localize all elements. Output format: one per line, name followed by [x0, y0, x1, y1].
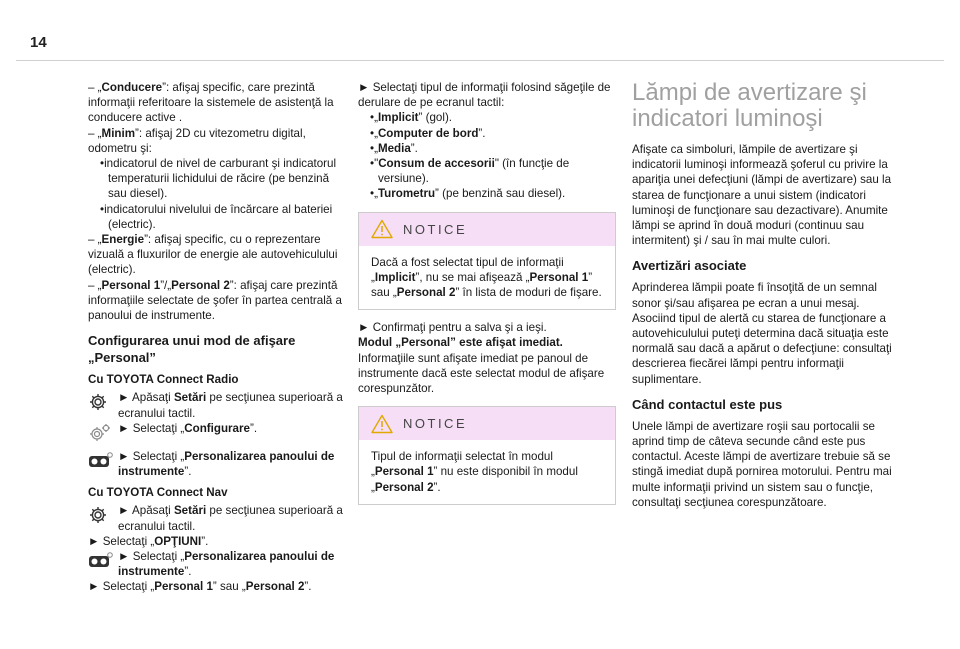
paragraph-energie: – „Energie”: afişaj specific, cu o reprezentare vizuală a fluxurilor de energie ale autovehiculului (electric).	[88, 233, 338, 277]
mode-displayed-heading: Modul „Personal” este afişat imediat.	[358, 336, 563, 350]
warning-lamps-intro: Afişate ca simboluri, lămpile de avertizare şi indicatorii luminoşi informează şoferul cu privire la apariţia unei defecţiuni (lămpi de avertizare) sau la starea de funcţionare a unui sistem (indicatori luminoşi de funcţionare sau dezactivare). Anumite lămpi se aprind în două moduri (continuu sau intermitent) şi / sau în mai multe culori.	[632, 143, 892, 248]
nav-step-settings: ► Apăsaţi Setări pe secţiunea superioară a ecranului tactil.	[88, 503, 346, 533]
mode-displayed-text: Informaţiile sunt afişate imediat pe panoul de instrumente dacă este selectat modul de afişare corespunzător.	[358, 351, 605, 396]
heading-associated-warnings: Avertizări asociate	[632, 258, 747, 274]
column-1	[88, 80, 346, 595]
notice-title: NOTICE	[403, 221, 468, 237]
radio-step-customize: ► Selectaţi „Personalizarea panoului de instrumente”.	[88, 449, 346, 479]
bullet-fuel: •indicatorul de nivel de carburant şi indicatorul temperaturii lichidului de răcire (pe benzină sau diesel).	[100, 157, 337, 201]
nav-heading: Cu TOYOTA Connect Nav	[88, 486, 228, 500]
notice-text: Dacă a fost selectat tipul de informaţii „Implicit”, nu se mai afişează „Personal 1” sau „Personal 2” în lista de moduri de fişare.	[371, 255, 602, 300]
ignition-on-text: Unele lămpi de avertizare roşii sau portocalii se aprind timp de câteva secunde când este pus contactul. Aceste lămpi de avertizare trebuie să se stingă imediat după pornirea motorului. Pentru mai multe informaţii privind un sistem sau o funcţie, consultaţi secţiunea corespunzătoare.	[632, 419, 892, 509]
nav-step-select-personal: ► Selectaţi „Personal 1” sau „Personal 2”.	[88, 580, 312, 594]
warning-triangle-icon	[371, 219, 393, 239]
paragraph-conducere: – „Conducere”: afişaj specific, care prezintă informaţii referitoare la sistemele de asistenţă la conducere active .	[88, 81, 334, 125]
select-info-intro: ► Selectaţi tipul de informaţii folosind săgeţile de derulare de pe ecranul tactil:	[358, 81, 611, 110]
radio-step-configure: ► Selectaţi „Configurare”.	[88, 421, 346, 443]
notice-header	[359, 407, 615, 440]
warning-triangle-icon	[371, 414, 393, 434]
radio-heading: Cu TOYOTA Connect Radio	[88, 373, 239, 387]
header-divider	[16, 60, 944, 61]
notice-header	[359, 213, 615, 246]
option-implicit: •„Implicit” (gol).	[370, 111, 453, 125]
instrument-panel-icon	[88, 549, 118, 569]
option-media: •„Media”.	[370, 141, 418, 155]
section-title-configure: Configurarea unui mod de afişare „Personal”	[88, 333, 296, 366]
nav-step-options: ► Selectaţi „OPŢIUNI”.	[88, 534, 209, 548]
option-consumption: •"Consum de accesorii" (în funcţie de versiune).	[370, 157, 570, 186]
notice-title: NOTICE	[403, 416, 468, 432]
column-2	[358, 80, 616, 515]
column-3	[632, 80, 894, 510]
notice-box-1	[358, 212, 616, 311]
gear-icon	[88, 390, 118, 412]
option-tachometer: •„Turometru” (pe benzină sau diesel).	[370, 187, 566, 201]
gears-icon	[88, 421, 118, 443]
radio-step-settings: ► Apăsaţi Setări pe secţiunea superioară a ecranului tactil.	[88, 390, 346, 420]
heading-ignition-on: Când contactul este pus	[632, 396, 783, 412]
instrument-panel-icon	[88, 449, 118, 469]
confirm-step: ► Confirmaţi pentru a salva şi a ieşi.	[358, 321, 547, 335]
paragraph-personal: – „Personal 1”/„Personal 2”: afişaj care prezintă informaţiile selectate de şofer în partea centrală a panoului de instrumente.	[88, 278, 342, 323]
gear-icon	[88, 503, 118, 525]
paragraph-minim: – „Minim”: afişaj 2D cu vitezometru digital, odometru şi:	[88, 126, 306, 155]
notice-box-2	[358, 406, 616, 505]
associated-warnings-text: Aprinderea lămpii poate fi însoţită de un semnal sonor şi/sau afişarea pe ecran a unui mesaj. Asociind tipul de alertă cu starea de funcţionare a autovehiculului puteţi determina dacă situaţia este normală sau dacă a apărut o defecţiune: consultaţi descrierea fiecărei lămpi pentru informaţii suplimentare.	[632, 281, 892, 386]
page-number: 14	[30, 34, 47, 51]
notice-text: Tipul de informaţii selectat în modul „Personal 1” nu este disponibil în modul „Personal 2”.	[371, 450, 578, 494]
nav-step-customize: ► Selectaţi „Personalizarea panoului de instrumente”.	[88, 549, 346, 579]
section-title-warning-lamps: Lămpi de avertizare şi indicatori luminoşi	[632, 79, 867, 132]
bullet-battery: •indicatorului nivelului de încărcare al bateriei (electric).	[100, 202, 333, 231]
option-computer: •„Computer de bord”.	[370, 126, 486, 140]
